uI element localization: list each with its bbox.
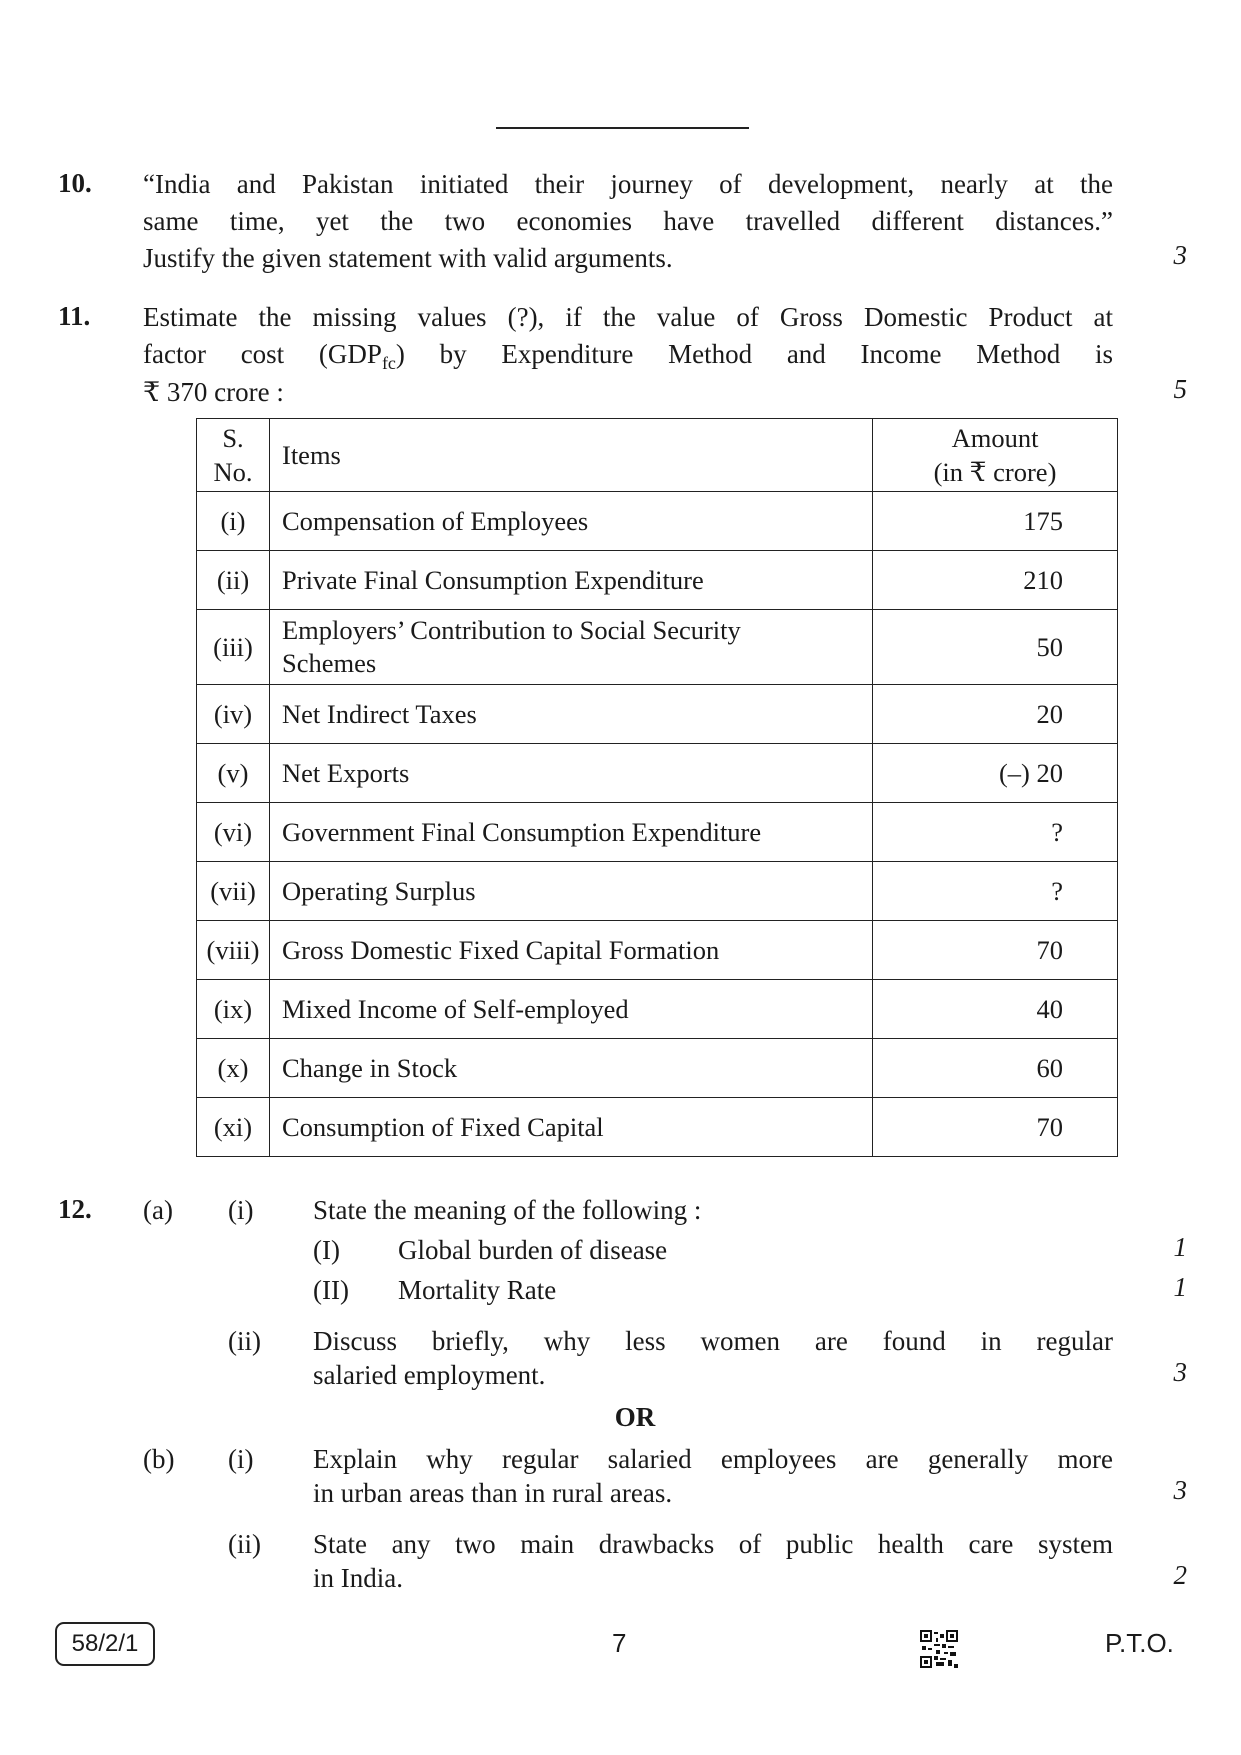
- paper-code-badge: 58/2/1: [55, 1622, 155, 1666]
- q12-b-ii-line1: State any two main drawbacks of public health care system: [313, 1529, 1113, 1559]
- pto-label: P.T.O.: [1105, 1628, 1174, 1658]
- q12-a-i-II-label: (II): [313, 1275, 349, 1305]
- q12-b-ii-label: (ii): [228, 1529, 261, 1559]
- q12-a-i-I-text: Global burden of disease: [398, 1235, 668, 1265]
- table-row: (xi) Consumption of Fixed Capital 70: [197, 1098, 1118, 1157]
- header-sno: S. No.: [197, 419, 270, 492]
- qr-code-icon: [920, 1630, 958, 1668]
- q12-a-ii-line1: Discuss briefly, why less women are found in regular: [313, 1326, 1113, 1356]
- q11-line3: ₹ 370 crore :: [143, 377, 284, 407]
- q12-a-i-text: State the meaning of the following :: [313, 1195, 702, 1225]
- q12-number: 12.: [58, 1194, 92, 1224]
- or-separator: OR: [614, 1402, 656, 1432]
- table-row: (x) Change in Stock 60: [197, 1039, 1118, 1098]
- table-row: (viii) Gross Domestic Fixed Capital Formation 70: [197, 921, 1118, 980]
- q12-a-ii-line2: salaried employment.: [313, 1360, 546, 1390]
- q12-b-ii-marks: 2: [1173, 1560, 1187, 1590]
- header-amount: Amount (in ₹ crore): [873, 419, 1118, 492]
- table-header-row: [197, 419, 1118, 492]
- q10-line3: Justify the given statement with valid arguments.: [143, 243, 673, 273]
- q12-b-i-line1: Explain why regular salaried employees are generally more: [313, 1444, 1113, 1474]
- table-row: (vii) Operating Surplus ?: [197, 862, 1118, 921]
- q12-a-i-II-marks: 1: [1173, 1272, 1187, 1302]
- q12-b-label: (b): [143, 1444, 175, 1474]
- q10-line1: “India and Pakistan initiated their journey of development, nearly at the: [143, 169, 1113, 199]
- header-items: Items: [270, 419, 873, 492]
- gdp-data-table: [196, 418, 1118, 1157]
- q10-marks: 3: [1173, 240, 1187, 270]
- table-row: (ix) Mixed Income of Self-employed 40: [197, 980, 1118, 1039]
- top-divider: [496, 127, 749, 129]
- q12-b-i-line2: in urban areas than in rural areas.: [313, 1478, 673, 1508]
- q12-b-i-label: (i): [228, 1444, 254, 1474]
- q12-b-i-marks: 3: [1173, 1475, 1187, 1505]
- q12-a-i-II-text: Mortality Rate: [398, 1275, 557, 1305]
- table-row: (i) Compensation of Employees 175: [197, 492, 1118, 551]
- q11-line1: Estimate the missing values (?), if the value of Gross Domestic Product at: [143, 302, 1113, 332]
- page-number: 7: [612, 1628, 627, 1658]
- q10-number: 10.: [58, 168, 92, 198]
- q12-b-ii-line2: in India.: [313, 1563, 403, 1593]
- q12-a-i-I-marks: 1: [1173, 1232, 1187, 1262]
- table-row: (v) Net Exports (–) 20: [197, 744, 1118, 803]
- table-row: (vi) Government Final Consumption Expenditure ?: [197, 803, 1118, 862]
- q12-a-i-I-label: (I): [313, 1235, 340, 1265]
- q11-line2: factor cost $(GDP_{fc})$ by Expenditure Method and Income Method is: [143, 339, 1113, 373]
- q12-a-label: (a): [143, 1195, 173, 1225]
- table-row: (iv) Net Indirect Taxes 20: [197, 685, 1118, 744]
- q11-number: 11.: [58, 301, 91, 331]
- q12-a-i-label: (i): [228, 1195, 254, 1225]
- q12-a-ii-marks: 3: [1173, 1357, 1187, 1387]
- table-row: (ii) Private Final Consumption Expenditure 210: [197, 551, 1118, 610]
- q10-line2: same time, yet the two economies have travelled different distances.”: [143, 206, 1113, 236]
- q12-a-ii-label: (ii): [228, 1326, 261, 1356]
- q11-marks: 5: [1173, 374, 1187, 404]
- table-row: (iii) Employers’ Contribution to Social Security Schemes 50: [197, 610, 1118, 685]
